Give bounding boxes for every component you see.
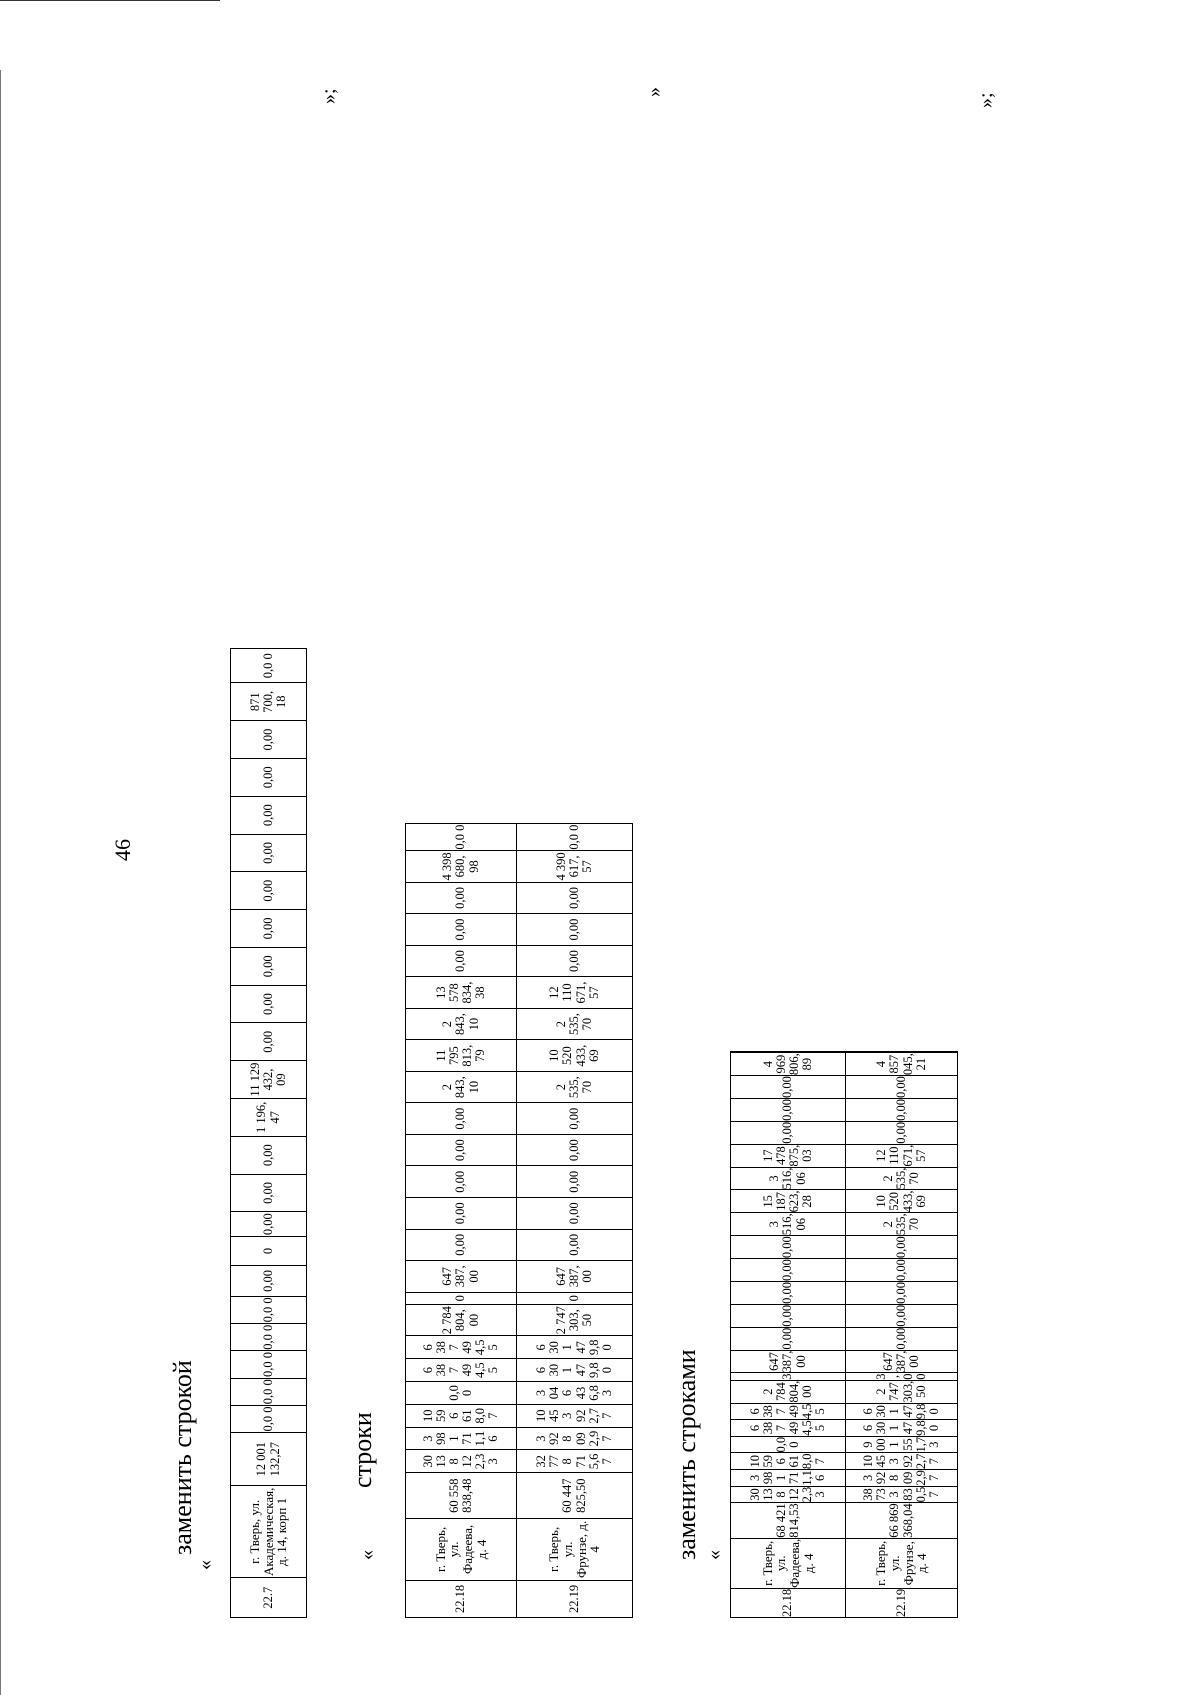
- top-rule: [0, 0, 220, 1]
- value-cell-text: 0,00: [780, 1281, 795, 1304]
- value-cell-text: 6 38 7 49 4,5 5: [747, 1420, 828, 1436]
- value-cell-text: 0,00: [566, 1170, 581, 1193]
- value-cell: [731, 1144, 846, 1167]
- value-cell: [517, 1071, 633, 1103]
- address-cell-text: г. Тверь, ул. Фрунзе, д. 4: [546, 1520, 603, 1579]
- value-cell: [731, 1098, 846, 1121]
- section-2-open-quote: «: [356, 1550, 378, 1560]
- value-cell: [231, 796, 307, 834]
- value-cell: [231, 1023, 307, 1061]
- value-cell-text: 2 843, 10: [440, 1076, 481, 1099]
- value-cell-text: 2 784 804, 00: [760, 1380, 815, 1403]
- section-3-table: [730, 1051, 958, 1618]
- value-cell-text: 0,00: [893, 1121, 908, 1144]
- row-number-cell-text: 22.18: [453, 1584, 468, 1613]
- value-cell: [231, 1061, 307, 1099]
- value-cell-text: 2 535, 70: [880, 1213, 922, 1236]
- value-cell: [517, 1304, 633, 1336]
- value-cell: [406, 1229, 517, 1261]
- value-cell-text: 0,00: [780, 1327, 795, 1350]
- value-cell-text: 0,00: [453, 918, 468, 941]
- value-cell: [731, 1453, 846, 1470]
- value-cell: [731, 1373, 846, 1380]
- value-cell: [406, 1336, 517, 1359]
- value-cell-text: 0,00: [566, 918, 581, 941]
- table-row: [731, 1052, 846, 1618]
- address-cell-text: г. Тверь, ул. Фадеева, д. 4: [759, 1538, 816, 1588]
- table-row: [406, 824, 517, 1618]
- value-cell: [406, 1103, 517, 1135]
- value-cell-text: 0,0 0: [453, 824, 468, 850]
- total-cost-cell: [406, 1473, 517, 1519]
- value-cell: [406, 851, 517, 883]
- value-cell-text: 4 969 806, 89: [760, 1053, 815, 1076]
- value-cell: [517, 1261, 633, 1293]
- value-cell-text: 6 30 1 47 9,8 0: [861, 1420, 941, 1436]
- value-cell-text: 0,00: [260, 1213, 275, 1236]
- value-cell-text: 0,0 0: [446, 1385, 474, 1401]
- value-cell: [231, 872, 307, 910]
- section-3-caption: заменить строками: [672, 1349, 701, 1560]
- value-cell-text: 0,00: [453, 1107, 468, 1130]
- value-cell: [231, 947, 307, 985]
- value-cell-text: 0,00: [893, 1236, 908, 1259]
- value-cell: [406, 1134, 517, 1166]
- value-cell: [846, 1420, 958, 1437]
- section-1-caption: заменить строкой: [168, 1360, 197, 1555]
- value-cell-text: 10 59 6 61 8,0 7: [420, 1407, 501, 1424]
- value-cell-text: 0,00: [260, 804, 275, 827]
- data-table: [730, 1051, 958, 1618]
- value-cell: [406, 1166, 517, 1198]
- value-cell: [406, 1071, 517, 1103]
- value-cell-text: 0,0 0: [260, 1351, 275, 1377]
- value-cell: [846, 1190, 958, 1213]
- data-table: [230, 648, 307, 1618]
- total-cost-cell: [846, 1503, 958, 1538]
- value-cell-text: 0,00: [260, 993, 275, 1015]
- value-cell: [406, 1304, 517, 1336]
- value-cell: [846, 1167, 958, 1190]
- row-number-cell-text: 22.7: [260, 1586, 275, 1609]
- section-2-table: [405, 823, 633, 1618]
- value-cell: [731, 1053, 846, 1076]
- value-cell-text: 4 857 045, 21: [874, 1053, 928, 1076]
- value-cell-text: 6 38 7 49 4,5 5: [420, 1339, 501, 1356]
- value-cell: [406, 977, 517, 1009]
- section-1-close-quote: »;: [318, 88, 340, 104]
- value-cell-text: 0,00: [780, 1076, 795, 1098]
- value-cell-text: 4 390 617, 57: [553, 852, 595, 881]
- value-cell-text: 3 92 8 09 2,9 7: [534, 1430, 614, 1447]
- section-3-close-quote: »;: [975, 92, 997, 108]
- data-table: [405, 823, 633, 1618]
- value-cell: [406, 1198, 517, 1230]
- value-cell-text: 0,00: [260, 766, 275, 789]
- value-cell: [731, 1076, 846, 1099]
- value-cell-text: 0,00: [453, 1233, 468, 1256]
- address-cell: [846, 1538, 958, 1588]
- value-cell-text: 2 843, 10: [440, 1013, 481, 1036]
- value-cell: [846, 1121, 958, 1144]
- value-cell-text: 0: [566, 1295, 581, 1302]
- value-cell: [231, 1296, 307, 1323]
- value-cell-text: 2 747 303, 50: [874, 1380, 928, 1403]
- value-cell: [231, 1237, 307, 1266]
- value-cell: [231, 721, 307, 759]
- value-cell: [406, 1427, 517, 1450]
- value-cell-text: 0,00: [893, 1327, 908, 1350]
- value-cell-text: 0,00: [453, 1202, 468, 1225]
- value-cell-text: 2 535, 70: [553, 1013, 595, 1036]
- value-cell: [846, 1281, 958, 1304]
- table-row: [231, 649, 307, 1618]
- value-cell: [731, 1213, 846, 1236]
- value-cell-text: 0,00: [780, 1098, 795, 1121]
- value-cell: [406, 914, 517, 946]
- value-cell: [231, 1174, 307, 1212]
- address-cell: [731, 1538, 846, 1588]
- value-cell: [517, 945, 633, 977]
- value-cell-text: 3 516, 06: [767, 1213, 808, 1236]
- value-cell: [231, 1378, 307, 1405]
- value-cell: [846, 1350, 958, 1373]
- value-cell-text: 2 535, 70: [880, 1167, 922, 1190]
- value-cell-text: 647 387, 00: [767, 1350, 808, 1373]
- value-cell: [846, 1327, 958, 1350]
- value-cell: [231, 1099, 307, 1137]
- value-cell-text: 0,0 0: [566, 824, 581, 850]
- value-cell-text: 0,0 0: [260, 1379, 275, 1405]
- value-cell: [731, 1190, 846, 1213]
- value-cell-text: 6 30 1 47 9,8 0: [861, 1403, 941, 1420]
- value-cell: [846, 1436, 958, 1453]
- value-cell: [517, 1382, 633, 1405]
- value-cell: [517, 1166, 633, 1198]
- value-cell: [731, 1380, 846, 1403]
- value-cell-text: 871 700, 18: [247, 690, 289, 713]
- value-cell-text: 0,00: [260, 1144, 275, 1167]
- value-cell-text: 0,00: [893, 1281, 908, 1304]
- value-cell-text: 0,00: [453, 887, 468, 909]
- value-cell: [406, 1008, 517, 1040]
- value-cell-text: 1 196, 47: [254, 1101, 282, 1134]
- value-cell: [517, 882, 633, 914]
- value-cell-text: 10 45 3 92 2,7 7: [534, 1407, 614, 1424]
- value-cell: [517, 1336, 633, 1359]
- value-cell-text: 0,00: [453, 950, 468, 972]
- value-cell-text: 0,00: [260, 1269, 275, 1292]
- value-cell-text: 0,00: [260, 841, 275, 864]
- value-cell: [406, 1292, 517, 1304]
- value-cell-text: 3 92 8 09 2,9 7: [861, 1470, 941, 1486]
- value-cell-text: 0,00: [780, 1236, 795, 1259]
- value-cell-text: 0,0 0: [260, 653, 275, 679]
- value-cell: [517, 1103, 633, 1135]
- total-cost-cell-text: 66 869 368,04: [887, 1503, 915, 1538]
- value-cell: [231, 834, 307, 872]
- table-row: [846, 1052, 958, 1618]
- value-cell-text: 0,00: [260, 955, 275, 978]
- value-cell-text: 11 129 432, 09: [247, 1062, 289, 1097]
- value-cell: [731, 1350, 846, 1373]
- value-cell: [846, 1403, 958, 1420]
- value-cell: [731, 1420, 846, 1437]
- value-cell: [231, 683, 307, 721]
- value-cell-text: 6 38 7 49 4,5 5: [747, 1403, 828, 1420]
- value-cell-text: 10 520 433, 69: [547, 1044, 601, 1067]
- value-cell-text: 0,00: [260, 1030, 275, 1053]
- value-cell-text: 10 520 433, 69: [874, 1190, 928, 1213]
- value-cell: [406, 1382, 517, 1405]
- value-cell: [406, 1404, 517, 1427]
- value-cell: [517, 1359, 633, 1382]
- section-1-table: [230, 648, 307, 1618]
- table-row: [517, 824, 633, 1618]
- value-cell-text: 0: [260, 1247, 275, 1255]
- value-cell-text: 15 187 623, 28: [760, 1190, 815, 1213]
- value-cell: [406, 882, 517, 914]
- value-cell: [231, 1212, 307, 1237]
- value-cell: [517, 1450, 633, 1473]
- value-cell: [231, 985, 307, 1023]
- value-cell: [406, 1040, 517, 1072]
- total-cost-cell: [517, 1473, 633, 1519]
- value-cell-text: 0,00: [453, 1170, 468, 1193]
- value-cell-text: 9 00 1 55 1,7 3: [861, 1436, 941, 1453]
- value-cell-text: 0,00: [566, 1107, 581, 1130]
- value-cell-text: 3 516, 06: [767, 1167, 808, 1190]
- value-cell: [231, 1266, 307, 1297]
- value-cell: [517, 1229, 633, 1261]
- value-cell: [517, 1134, 633, 1166]
- value-cell: [731, 1281, 846, 1304]
- row-number-cell: [731, 1588, 846, 1617]
- value-cell-text: 12 110 671, 57: [874, 1144, 928, 1167]
- address-cell-text: г. Тверь, ул. Фадеева, д. 4: [432, 1524, 489, 1574]
- value-cell: [231, 649, 307, 683]
- value-cell: [517, 1198, 633, 1230]
- value-cell-text: 0,00: [260, 728, 275, 751]
- value-cell: [231, 1324, 307, 1351]
- value-cell: [846, 1076, 958, 1099]
- value-cell-text: 32 77 8 71 5,6 7: [534, 1453, 614, 1470]
- value-cell: [231, 1351, 307, 1378]
- address-cell: [231, 1486, 307, 1578]
- total-cost-cell-text: 68 421 814,53: [773, 1503, 801, 1538]
- value-cell-text: 0: [453, 1295, 468, 1302]
- value-cell-text: 30 13 8 12 2,3 3: [420, 1453, 501, 1470]
- total-cost-cell-text: 12 001 132,27: [254, 1441, 282, 1477]
- value-cell: [846, 1373, 958, 1380]
- row-number-cell: [231, 1578, 307, 1618]
- value-cell: [846, 1486, 958, 1503]
- value-cell-text: 3 , 0 0: [874, 1373, 928, 1380]
- value-cell: [517, 824, 633, 851]
- value-cell: [231, 758, 307, 796]
- page-number: 46: [110, 839, 135, 861]
- row-number-cell-text: 22.18: [780, 1588, 795, 1617]
- value-cell: [406, 945, 517, 977]
- value-cell-text: 30 13 8 12 2,3 3: [747, 1486, 828, 1503]
- value-cell: [231, 1136, 307, 1174]
- value-cell-text: 4 398 680, 98: [440, 852, 481, 881]
- value-cell-text: 6 30 1 47 9,8 0: [534, 1339, 614, 1356]
- address-cell-text: г. Тверь, ул. Фрунзе, д. 4: [873, 1540, 930, 1586]
- left-edge-line: [0, 70, 1, 1695]
- value-cell: [846, 1304, 958, 1327]
- value-cell-text: 0,00: [260, 879, 275, 902]
- value-cell-text: 0,00: [780, 1121, 795, 1144]
- row-number-cell-text: 22.19: [893, 1588, 908, 1617]
- value-cell: [406, 824, 517, 851]
- value-cell: [731, 1167, 846, 1190]
- value-cell-text: 10 45 3 92 2,7 7: [861, 1453, 941, 1470]
- total-cost-cell: [231, 1433, 307, 1486]
- value-cell: [846, 1259, 958, 1282]
- value-cell-text: 0,00: [893, 1076, 908, 1098]
- section-2-close-quote: »: [643, 87, 665, 97]
- value-cell-text: 0,00: [566, 887, 581, 909]
- value-cell: [406, 1359, 517, 1382]
- value-cell: [846, 1236, 958, 1259]
- value-cell-text: 12 110 671, 57: [547, 981, 601, 1004]
- value-cell-text: 0,00: [566, 1233, 581, 1256]
- row-number-cell-text: 22.19: [566, 1584, 581, 1613]
- value-cell: [731, 1327, 846, 1350]
- value-cell: [731, 1403, 846, 1420]
- value-cell: [731, 1436, 846, 1453]
- value-cell-text: 0,0 0: [260, 1297, 275, 1323]
- value-cell-text: 38 73 3 83 0,5 7: [861, 1486, 941, 1503]
- value-cell-text: 6 38 7 49 4,5 5: [420, 1362, 501, 1378]
- value-cell: [846, 1213, 958, 1236]
- value-cell: [846, 1144, 958, 1167]
- value-cell-text: 3: [780, 1373, 795, 1380]
- value-cell-text: 0,00: [566, 1139, 581, 1162]
- value-cell: [231, 910, 307, 948]
- value-cell-text: 11 795 813, 79: [433, 1044, 488, 1067]
- value-cell-text: 0,00: [453, 1139, 468, 1162]
- value-cell: [517, 977, 633, 1009]
- value-cell-text: 2 784 804, 00: [440, 1306, 481, 1335]
- value-cell-text: 0,0 0: [260, 1324, 275, 1350]
- value-cell: [731, 1304, 846, 1327]
- value-cell: [517, 1008, 633, 1040]
- value-cell: [406, 1450, 517, 1473]
- value-cell-text: 13 578 834, 38: [433, 981, 488, 1004]
- address-cell: [517, 1518, 633, 1580]
- value-cell: [231, 1405, 307, 1432]
- value-cell-text: 0,00: [260, 1182, 275, 1204]
- value-cell-text: 0,00: [780, 1304, 795, 1327]
- section-2-caption: строки: [348, 1412, 377, 1488]
- total-cost-cell: [731, 1503, 846, 1538]
- value-cell-text: 6 30 1 47 9,8 0: [534, 1362, 614, 1378]
- value-cell-text: 2 747 303, 50: [553, 1306, 595, 1335]
- row-number-cell: [517, 1580, 633, 1617]
- value-cell-text: 0,0 0: [260, 1406, 275, 1432]
- value-cell-text: 0,00: [893, 1304, 908, 1327]
- row-number-cell: [406, 1580, 517, 1617]
- value-cell-text: 0,0 0: [773, 1436, 801, 1453]
- section-3-open-quote: «: [703, 1550, 725, 1560]
- value-cell-text: 0,00: [893, 1098, 908, 1121]
- total-cost-cell-text: 60 558 838,48: [446, 1478, 474, 1513]
- address-cell: [406, 1518, 517, 1580]
- value-cell: [846, 1098, 958, 1121]
- value-cell: [846, 1053, 958, 1076]
- value-cell-text: 2 535, 70: [553, 1076, 595, 1099]
- value-cell: [846, 1453, 958, 1470]
- value-cell: [846, 1470, 958, 1487]
- value-cell: [846, 1380, 958, 1403]
- section-1-open-quote: «: [194, 1560, 216, 1570]
- value-cell: [517, 914, 633, 946]
- value-cell: [731, 1121, 846, 1144]
- value-cell: [731, 1486, 846, 1503]
- value-cell-text: 17 478 875, 03: [760, 1144, 815, 1167]
- address-cell-text: г. Тверь, ул. Академическая, д. 14, корп 1: [247, 1487, 290, 1577]
- value-cell-text: 647 387, 00: [440, 1265, 481, 1288]
- value-cell: [517, 1292, 633, 1304]
- value-cell: [517, 1404, 633, 1427]
- value-cell-text: 0,00: [893, 1259, 908, 1281]
- value-cell: [731, 1259, 846, 1282]
- value-cell: [517, 1427, 633, 1450]
- value-cell-text: 0,00: [566, 950, 581, 972]
- value-cell-text: 3 98 1 71 1,1 6: [747, 1470, 828, 1486]
- value-cell-text: 3 04 6 43 6,8 3: [534, 1385, 614, 1401]
- value-cell-text: 647 387, 00: [880, 1350, 922, 1373]
- value-cell-text: 0,00: [566, 1202, 581, 1225]
- row-number-cell: [846, 1588, 958, 1617]
- value-cell: [517, 851, 633, 883]
- total-cost-cell-text: 60 447 825,50: [560, 1478, 588, 1513]
- value-cell: [406, 1261, 517, 1293]
- value-cell: [731, 1470, 846, 1487]
- value-cell-text: 10 59 6 61 8,0 7: [747, 1453, 828, 1470]
- value-cell: [731, 1236, 846, 1259]
- value-cell-text: 0,00: [260, 917, 275, 940]
- value-cell-text: 647 387, 00: [553, 1265, 595, 1288]
- value-cell: [517, 1040, 633, 1072]
- value-cell-text: 3 98 1 71 1,1 6: [420, 1430, 501, 1447]
- value-cell-text: 0,00: [780, 1259, 795, 1281]
